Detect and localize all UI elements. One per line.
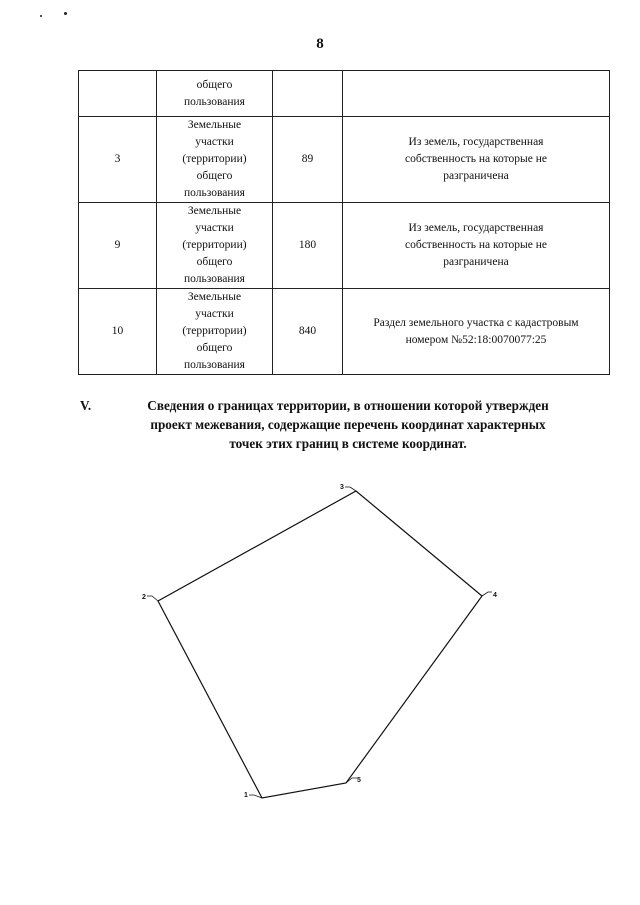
vertex-label: 2 — [142, 594, 146, 601]
note-line: номером №52:18:0070077:25 — [405, 333, 547, 346]
purpose-line: (территории) — [182, 153, 247, 165]
note-line: разграничена — [443, 256, 509, 268]
vertex-leader-line — [147, 596, 158, 601]
cell-area: 180 — [273, 203, 343, 289]
purpose-line: (территории) — [182, 325, 247, 337]
purpose-line: (территории) — [182, 239, 247, 251]
vertex-label: 5 — [357, 777, 361, 784]
note-line: Из земель, государственная — [408, 222, 544, 234]
vertex-leader-line — [482, 592, 492, 596]
purpose-line: пользования — [184, 273, 245, 285]
note-line: Из земель, государственная — [408, 136, 544, 148]
purpose-line: общего — [196, 256, 233, 268]
vertex-label: 1 — [244, 792, 248, 799]
vertex-label: 4 — [493, 592, 497, 599]
purpose-line: общего — [196, 342, 233, 354]
cell-area: 840 — [273, 289, 343, 375]
section-title-line: точек этих границ в системе координат. — [229, 436, 467, 451]
note-line: собственность на которые не — [405, 153, 547, 165]
purpose-line: пользования — [184, 359, 245, 371]
note-line: Раздел земельного участка с кадастровым — [373, 316, 579, 329]
section-title-line: Сведения о границах территории, в отношении которой утвержден — [147, 398, 549, 413]
purpose-line: пользования — [184, 95, 245, 108]
note-line: собственность на которые не — [405, 239, 547, 251]
purpose-line: общего — [196, 170, 233, 182]
purpose-line: участки — [195, 222, 234, 234]
cell-area: 89 — [273, 117, 343, 203]
cell-number: 3 — [79, 117, 157, 203]
section-title-line: проект межевания, содержащие перечень координат характерных — [150, 417, 546, 432]
purpose-line: общего — [196, 78, 233, 91]
cell-number: 9 — [79, 203, 157, 289]
purpose-line: пользования — [184, 187, 245, 199]
page-number: 8 — [316, 36, 324, 52]
section-number: V. — [80, 398, 92, 413]
purpose-line: Земельные — [187, 205, 242, 217]
purpose-line: участки — [195, 136, 234, 148]
purpose-line: Земельные — [187, 291, 242, 303]
vertex-leader-line — [345, 487, 356, 491]
purpose-line: участки — [195, 308, 234, 320]
boundary-polygon-group — [142, 484, 497, 799]
cell-number: 10 — [79, 289, 157, 375]
vertex-label: 3 — [340, 484, 344, 491]
purpose-line: Земельные — [187, 119, 242, 131]
note-line: разграничена — [443, 170, 509, 182]
boundary-polygon — [158, 491, 482, 798]
